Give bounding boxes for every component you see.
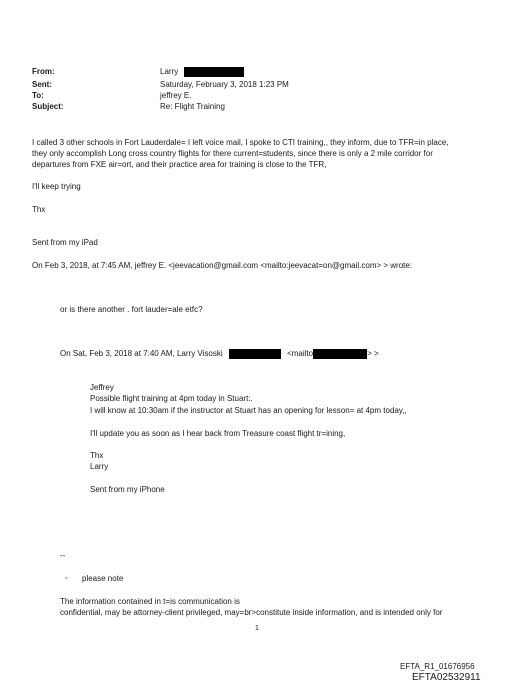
page-number: 1 (255, 625, 259, 632)
thx: Thx (32, 205, 46, 214)
sent-value: Saturday, February 3, 2018 1:23 PM (160, 80, 289, 89)
q-larry: Larry (90, 462, 109, 471)
subject-label: Subject: (32, 102, 64, 111)
keep-trying: I'll keep trying (32, 182, 81, 191)
dashes: -- (60, 551, 66, 560)
body-line-1: I called 3 other schools in Fort Lauderdale= I left voice mail, I spoke to CTI training,, they inform, due to TFR=in place, (32, 138, 449, 147)
please-note: please note (82, 574, 124, 583)
bullet-icon: ▫ (65, 575, 68, 582)
sent-from-ipad: Sent from my iPad (32, 238, 98, 247)
from-value (160, 67, 244, 77)
redaction-block (313, 349, 367, 359)
to-label: To: (32, 91, 44, 100)
from-name: Larry (160, 67, 179, 77)
sent-label: Sent: (32, 80, 52, 89)
disclaimer-line-2: confidential, may be attorney-client privileged, may=br>constitute inside information, and is intended only for (60, 608, 443, 617)
q-line-3: I'll update you as soon as I hear back from Treasure coast flight tr=ining, (90, 429, 346, 438)
larry-line-end: > > (367, 349, 379, 359)
efta-large-id: EFTA02532911 (412, 672, 481, 683)
larry-line-mailto: <mailto (287, 349, 314, 359)
q-jeffrey: Jeffrey (90, 383, 114, 392)
body-line-3: departures from FXE air=ort, and their practice area for training is close to the TFR, (32, 160, 327, 169)
q-sent-iphone: Sent from my iPhone (90, 485, 165, 494)
from-label: From: (32, 67, 55, 76)
larry-line-start: On Sat, Feb 3, 2018 at 7:40 AM, Larry Visoski (60, 349, 223, 359)
subject-value: Re: Flight Training (160, 102, 225, 111)
q-line-1: Possible flight training at 4pm today in Stuart:. (90, 394, 253, 403)
larry-quote-header (60, 349, 379, 359)
body-line-2: they only accomplish Long cross country flights for there current=students, since there is only a 2 mile corridor for (32, 149, 433, 158)
redaction-block (229, 349, 281, 359)
to-value: jeffrey E. (160, 91, 192, 100)
q-line-2: I will know at 10:30am if the instructor at Stuart has an opening for lesson= at 4pm today,, (90, 406, 407, 415)
q-thx: Thx (90, 451, 104, 460)
wrote-line: On Feb 3, 2018, at 7:45 AM, jeffrey E. <jeevacation@gmail.com <mailto:jeevacat=on@gmail.com> > wrote: (32, 261, 413, 270)
disclaimer-line-1: The information contained in t=is communication is (60, 597, 240, 606)
efta-small-id: EFTA_R1_01676956 (400, 662, 475, 671)
quoted-jeffrey: or is there another . fort lauder=ale etfc? (60, 305, 203, 314)
redaction-block (184, 67, 244, 77)
